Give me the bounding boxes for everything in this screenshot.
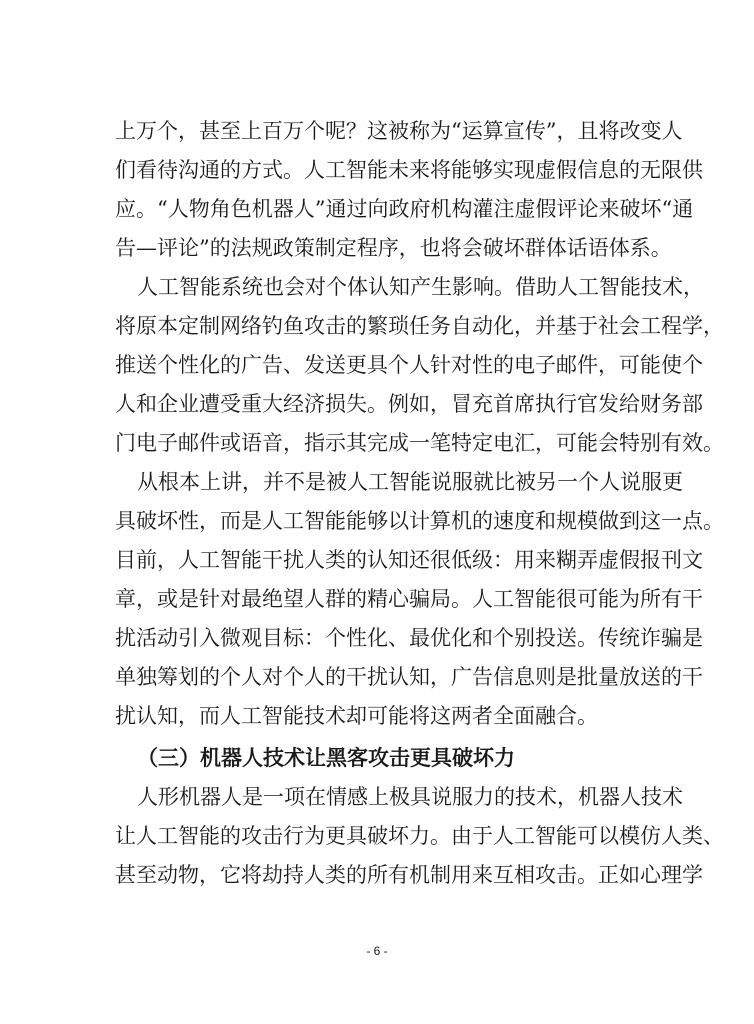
section-heading: （三）机器人技术让黑客攻击更具破坏力 — [137, 745, 515, 770]
text-line: 将原本定制网络钓鱼攻击的繁琐任务自动化，并基于社会工程学， — [115, 314, 724, 338]
text-line: 告—评论”的法规政策制定程序，也将会破坏群体话语体系。 — [115, 236, 672, 260]
text-line: 扰认知，而人工智能技术却可能将这两者全面融合。 — [115, 704, 598, 728]
text-line: 让人工智能的攻击行为更具破坏力。由于人工智能可以模仿人类、 — [115, 824, 724, 848]
text-line: 人工智能系统也会对个体认知产生影响。借助人工智能技术， — [137, 275, 704, 299]
text-line: 甚至动物，它将劫持人类的所有机制用来互相攻击。正如心理学 — [115, 863, 703, 887]
text-line: 具破坏性，而是人工智能能够以计算机的速度和规模做到这一点。 — [115, 509, 724, 533]
page-number: - 6 - — [366, 944, 388, 958]
text-line: 目前，人工智能干扰人类的认知还很低级：用来糊弄虚假报刊文 — [115, 548, 703, 572]
text-line: 上万个，甚至上百万个呢？这被称为“运算宣传”，且将改变人 — [115, 119, 683, 143]
text-line: 从根本上讲，并不是被人工智能说服就比被另一个人说服更 — [137, 470, 683, 494]
text-line: 单独筹划的个人对个人的干扰认知，广告信息则是批量放送的干 — [115, 665, 703, 689]
text-line: 扰活动引入微观目标：个性化、最优化和个别投送。传统诈骗是 — [115, 626, 703, 650]
text-line: 人和企业遭受重大经济损失。例如，冒充首席执行官发给财务部 — [115, 392, 703, 416]
text-line: 应。“人物角色机器人”通过向政府机构灌注虚假评论来破坏“通 — [115, 197, 694, 221]
text-line: 人形机器人是一项在情感上极具说服力的技术，机器人技术 — [137, 785, 683, 809]
text-line: 章，或是针对最绝望人群的精心骗局。人工智能很可能为所有干 — [115, 587, 703, 611]
text-line: 门电子邮件或语音，指示其完成一笔特定电汇，可能会特别有效。 — [115, 431, 724, 455]
text-line: 们看待沟通的方式。人工智能未来将能够实现虚假信息的无限供 — [115, 158, 703, 182]
text-line: 推送个性化的广告、发送更具个人针对性的电子邮件，可能使个 — [115, 353, 703, 377]
